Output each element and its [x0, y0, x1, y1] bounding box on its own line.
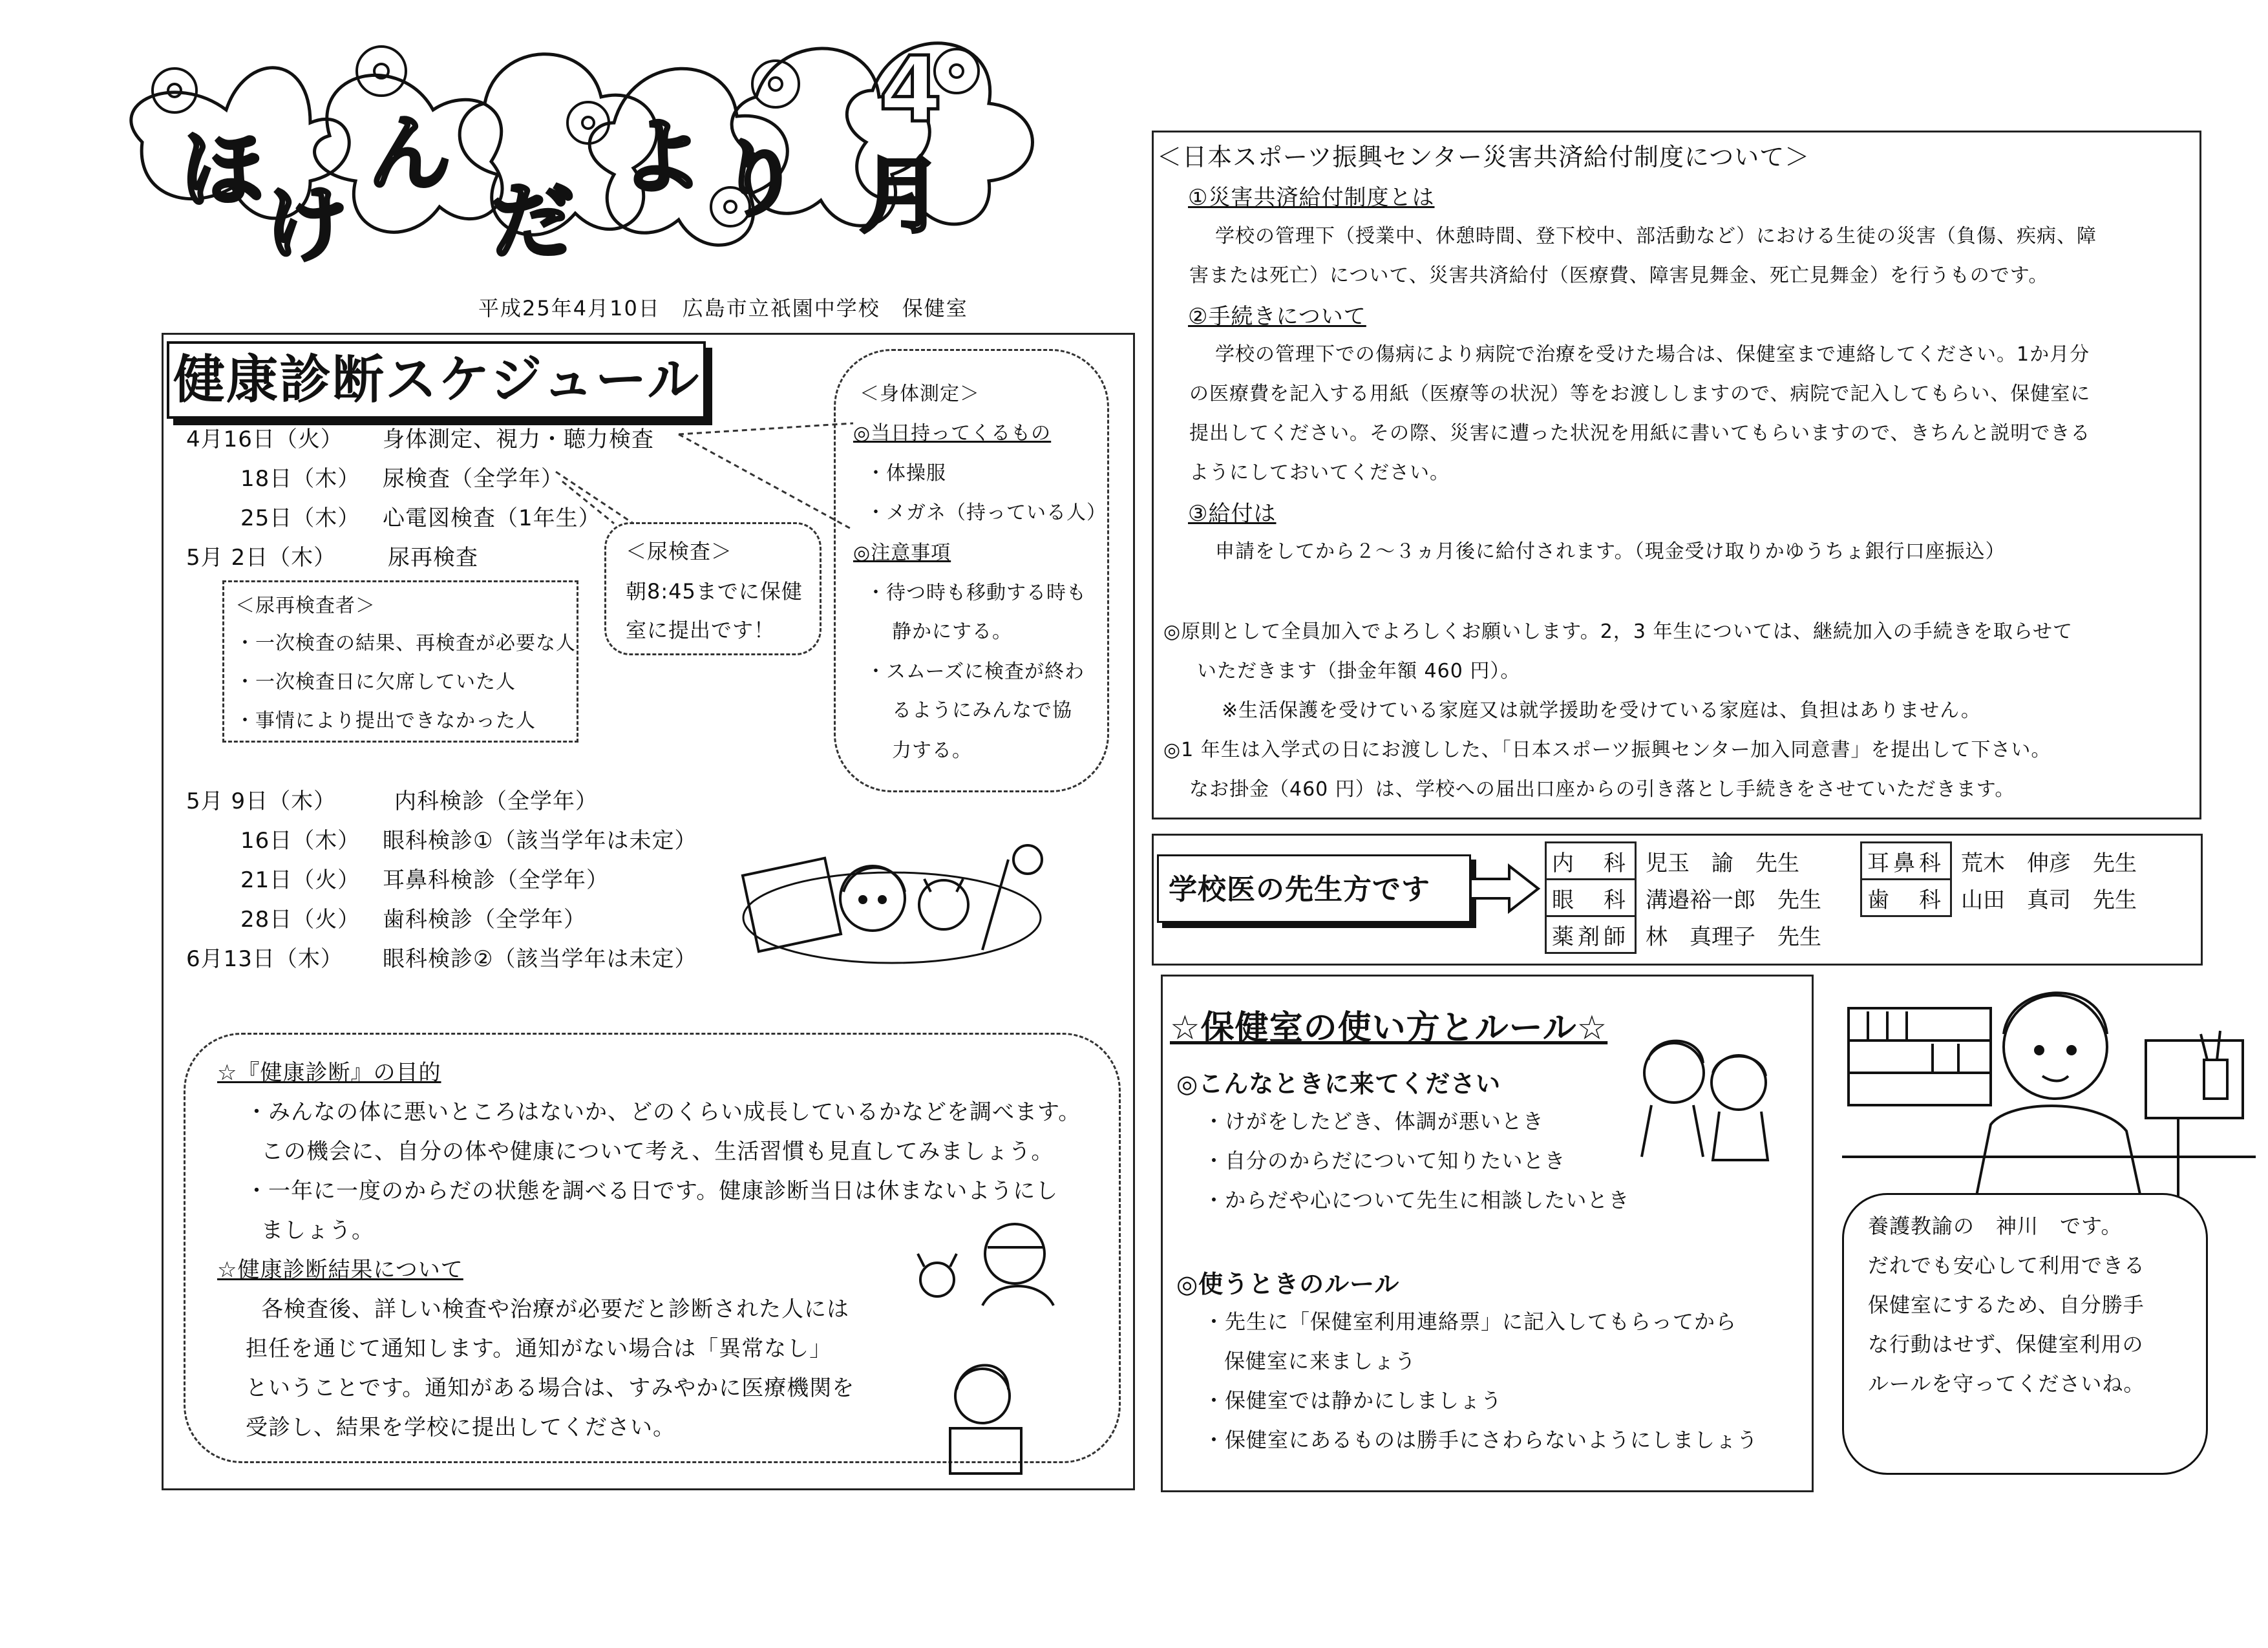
results-line: 各検査後、詳しい検査や治療が必要だと診断された人には: [261, 1296, 849, 1322]
recheck-item: ・一次検査日に欠席していた人: [235, 671, 516, 693]
urine-bubble-line: 朝8:45までに保健: [626, 579, 803, 604]
when-item: ・自分のからだについて知りたいとき: [1203, 1148, 1566, 1173]
rule-item: ・先生に「保健室利用連絡票」に記入してもらってから: [1203, 1309, 1737, 1334]
insurance-s2-heading: ②手続きについて: [1188, 304, 1366, 330]
insurance-s2-line: 学校の管理下での傷病により病院で治療を受けた場合は、保健室まで連絡してください。1か月分: [1215, 343, 2090, 366]
doctor-dept: 内 科: [1546, 843, 1636, 880]
month-number: 4: [879, 37, 942, 143]
doctor-name: 荒木 伸彦 先生: [1961, 850, 2137, 876]
doctor-name: 溝邉裕一郎 先生: [1646, 887, 1821, 913]
when-item: ・からだや心について先生に相談したいとき: [1203, 1188, 1630, 1212]
insurance-s2-line: ようにしておいてください。: [1189, 461, 1450, 484]
bring-heading: ◎当日持ってくるもの: [853, 422, 1052, 445]
notes-line: 静かにする。: [892, 620, 1012, 643]
when-heading: ◎こんなときに来てください: [1176, 1070, 1501, 1098]
schedule-exam: 尿再検査: [388, 545, 478, 571]
purpose-line: ・一年に一度のからだの状態を調べる日です。健康診断当日は休まないようにし: [246, 1178, 1059, 1204]
rule-item: ・保健室にあるものは勝手にさわらないようにしましょう: [1203, 1428, 1759, 1452]
recheck-title: ＜尿再検査者＞: [235, 595, 376, 617]
results-line: ということです。通知がある場合は、すみやかに医療機関を: [246, 1375, 855, 1401]
bring-item: ・メガネ（持っている人）: [866, 502, 1107, 524]
arrow-right-icon: [1470, 863, 1542, 914]
purpose-line: ・みんなの体に悪いところはないか、どのくらい成長しているかなどを調べます。: [246, 1099, 1081, 1125]
body-measure-bubble: [834, 349, 1109, 792]
insurance-s1-line: 害または死亡）について、災害共済給付（医療費、障害見舞金、死亡見舞金）を行うものです。: [1189, 264, 2049, 287]
schedule-exam: 耳鼻科検診（全学年）: [383, 867, 609, 893]
results-heading: ☆健康診断結果について: [217, 1257, 463, 1283]
schedule-date: 4月16日（火）: [186, 427, 343, 452]
doctor-dept: 耳鼻科: [1861, 843, 1951, 880]
teacher-note-line: 保健室にするため、自分勝手: [1868, 1293, 2145, 1317]
teacher-note-line: な行動はせず、保健室利用の: [1868, 1332, 2144, 1357]
title-char-4: だ: [491, 174, 575, 270]
schedule-date: 5月 2日（木）: [186, 545, 337, 571]
doctor-name: 児玉 諭 先生: [1646, 850, 1799, 876]
dateline: 平成25年4月10日 広島市立祇園中学校 保健室: [478, 296, 968, 321]
urine-bubble-title: ＜尿検査＞: [626, 539, 733, 564]
rule-item: 保健室に来ましょう: [1224, 1349, 1417, 1373]
schedule-exam: 眼科検診②（該当学年は未定）: [383, 946, 697, 972]
schedule-date: 16日（木）: [240, 828, 361, 854]
kids-illustration: [1629, 1034, 1784, 1163]
schedule-date: 6月13日（木）: [186, 946, 343, 972]
month-kanji: 月: [860, 148, 943, 244]
doctor-name: 林 真理子 先生: [1646, 924, 1821, 950]
insurance-note: なお掛金（460 円）は、学校への届出口座からの引き落とし手続きをさせていただきます。: [1189, 778, 2015, 801]
title-char-1: ほ: [181, 122, 264, 218]
doctors-table: [1545, 841, 2148, 954]
schedule-date: 25日（木）: [240, 505, 361, 531]
recheck-item: ・事情により提出できなかった人: [235, 710, 536, 732]
title-char-3: ん: [368, 106, 452, 202]
insurance-note: ◎原則として全員加入でよろしくお願いします。2，3 年生については、継続加入の手続きを取らせて: [1163, 620, 2073, 643]
schedule-exam: 歯科検診（全学年）: [383, 907, 586, 933]
title-char-5: よ: [620, 109, 704, 206]
schedule-date: 28日（火）: [240, 907, 361, 933]
doctor-dept: 歯 科: [1861, 880, 1951, 916]
notes-line: 力する。: [892, 739, 972, 762]
doctor-illustration: [911, 1209, 1066, 1480]
rules-heading: ◎使うときのルール: [1176, 1270, 1400, 1298]
results-line: 担任を通じて通知します。通知がない場合は「異常なし」: [246, 1336, 832, 1362]
insurance-s1-heading: ①災害共済給付制度とは: [1188, 185, 1435, 211]
rule-item: ・保健室では静かにしましょう: [1203, 1388, 1503, 1413]
exam-illustration: [737, 840, 1047, 969]
insurance-s2-line: の医療費を記入する用紙（医療等の状況）等をお渡ししますので、病院で記入してもらい、保健室に: [1189, 383, 2091, 405]
purpose-heading: ☆『健康診断』の目的: [217, 1060, 441, 1086]
insurance-note: いただきます（掛金年額 460 円）。: [1197, 660, 1521, 682]
purpose-line: この機会に、自分の体や健康について考え、生活習慣も見直してみましょう。: [261, 1139, 1054, 1165]
title-char-2: け: [265, 177, 348, 273]
insurance-note: ◎1 年生は入学式の日にお渡しした、「日本スポーツ振興センター加入同意書」を提出して下さい。: [1163, 739, 2051, 761]
schedule-exam: 内科検診（全学年）: [394, 788, 598, 814]
doctors-label: 学校医の先生方です: [1169, 873, 1430, 906]
insurance-s1-line: 学校の管理下（授業中、休憩時間、登下校中、部活動など）における生徒の災害（負傷、疾病、障: [1215, 225, 2097, 248]
notes-line: るようにみんなで協: [892, 699, 1072, 722]
recheck-item: ・一次検査の結果、再検査が必要な人: [235, 632, 576, 655]
doctor-dept: 薬剤師: [1546, 916, 1636, 953]
bring-item: ・体操服: [866, 462, 946, 485]
urine-bubble-line: 室に提出です！: [626, 618, 776, 642]
title-char-6: り: [717, 132, 801, 228]
insurance-note: ※生活保護を受けている家庭又は就学援助を受けている家庭は、負担はありません。: [1222, 699, 1981, 722]
insurance-s3-heading: ③給付は: [1188, 501, 1277, 527]
schedule-exam: 心電図検査（1年生）: [383, 505, 601, 531]
insurance-s2-line: 提出してください。その際、災害に遭った状況を用紙に書いてもらいますので、きちんと説明できる: [1189, 422, 2091, 445]
notes-line: ・スムーズに検査が終わ: [866, 660, 1085, 683]
body-bubble-title: ＜身体測定＞: [860, 383, 980, 405]
doctor-name: 山田 真司 先生: [1961, 887, 2137, 913]
teacher-note-line: だれでも安心して利用できる: [1868, 1253, 2146, 1278]
schedule-title: 健康診断スケジュール: [167, 341, 706, 419]
schedule-exam: 眼科検診①（該当学年は未定）: [383, 828, 697, 854]
schedule-exam: 身体測定、視力・聴力検査: [383, 427, 654, 452]
schedule-date: 21日（火）: [240, 867, 361, 893]
notes-line: ・待つ時も移動する時も: [866, 582, 1086, 604]
doctor-dept: 眼 科: [1546, 880, 1636, 916]
schedule-exam: 尿検査（全学年）: [383, 466, 564, 492]
teacher-note-line: 養護教諭の 神川 です。: [1868, 1214, 2123, 1238]
rules-title: ☆保健室の使い方とルール☆: [1170, 1009, 1608, 1048]
insurance-title: ＜日本スポーツ振興センター災害共済給付制度について＞: [1157, 143, 1810, 171]
schedule-date: 5月 9日（木）: [186, 788, 337, 814]
notes-heading: ◎注意事項: [853, 542, 951, 564]
when-item: ・けがをしたどき、体調が悪いとき: [1203, 1109, 1544, 1134]
schedule-date: 18日（木）: [240, 466, 361, 492]
results-line: 受診し、結果を学校に提出してください。: [246, 1415, 675, 1441]
teacher-note-line: ルールを守ってくださいね。: [1868, 1371, 2145, 1396]
purpose-line: ましょう。: [261, 1218, 374, 1243]
insurance-s3-line: 申請をしてから２～３ヵ月後に給付されます。（現金受け取りかゆうちょ銀行口座振込）: [1215, 540, 2006, 563]
